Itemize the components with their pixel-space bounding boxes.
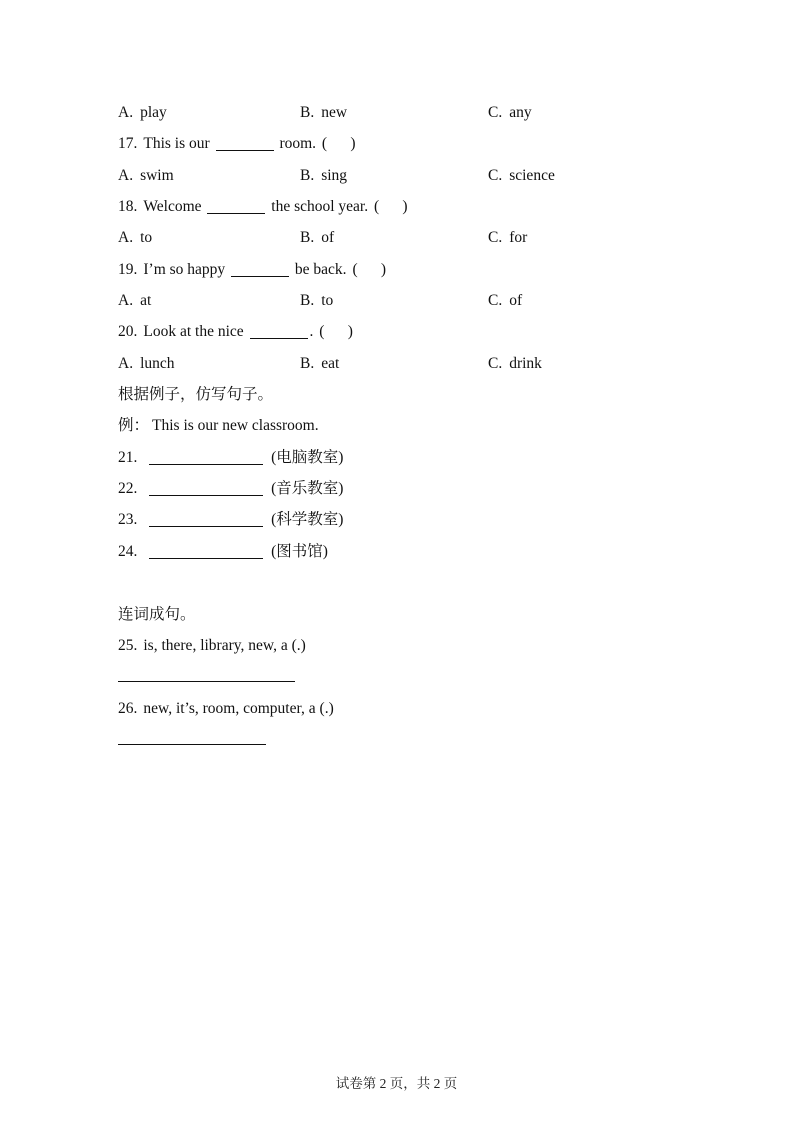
question-text-pre: Welcome xyxy=(143,198,202,216)
option-c xyxy=(488,222,527,253)
option-text: at xyxy=(140,292,152,310)
answer-bracket: ( ) xyxy=(321,135,356,153)
question-number: 22. xyxy=(118,480,138,498)
option-b xyxy=(300,285,333,316)
example-sentence xyxy=(0,410,793,441)
option-letter: A. xyxy=(118,104,134,121)
option-letter: C. xyxy=(488,166,503,184)
answer-blank xyxy=(149,544,263,559)
option-a xyxy=(118,160,174,191)
answer-blank xyxy=(231,262,289,277)
options-row-19 xyxy=(0,285,793,316)
hint-text: (电脑教室) xyxy=(271,448,344,466)
answer-blank xyxy=(216,136,274,151)
option-letter: B. xyxy=(300,292,315,310)
section-header-reorder xyxy=(0,599,793,630)
page-footer: 试卷第 2 页，共 2 页 xyxy=(335,1076,458,1091)
question-number: 26. xyxy=(118,699,138,717)
option-letter: C. xyxy=(488,354,503,372)
option-letter: C. xyxy=(488,104,503,121)
option-letter: B. xyxy=(300,354,315,372)
options-row-18 xyxy=(0,222,793,253)
rewrite-item-24 xyxy=(0,536,793,567)
option-letter: A. xyxy=(118,354,134,372)
option-letter: A. xyxy=(118,292,134,310)
hint-text: (音乐教室) xyxy=(271,480,344,498)
option-text: science xyxy=(509,166,555,184)
option-text: of xyxy=(509,292,523,310)
reorder-item-26 xyxy=(0,693,793,724)
option-b xyxy=(300,97,347,128)
question-text: is, there, library, new, a (.) xyxy=(143,636,306,654)
example-text: This is our new classroom. xyxy=(152,417,319,435)
example-label: 例： xyxy=(118,417,150,435)
option-letter: B. xyxy=(300,104,315,121)
question-text-post: . xyxy=(309,323,314,341)
question-text-post: room. xyxy=(279,135,317,153)
question-number: 17. xyxy=(118,135,138,153)
options-row-16 xyxy=(0,97,793,128)
option-b xyxy=(300,160,347,191)
option-letter: C. xyxy=(488,229,503,247)
option-c xyxy=(488,97,532,128)
question-number: 20. xyxy=(118,323,138,341)
section-header-text: 根据例子，仿写句子。 xyxy=(118,386,274,404)
rewrite-item-23 xyxy=(0,504,793,535)
question-number: 23. xyxy=(118,511,138,529)
option-text: to xyxy=(140,229,153,247)
question-text-pre: This is our xyxy=(143,135,210,153)
option-c xyxy=(488,285,522,316)
question-text: new, it’s, room, computer, a (.) xyxy=(143,699,334,717)
question-18 xyxy=(0,191,793,222)
option-text: for xyxy=(509,229,528,247)
options-row-20 xyxy=(0,348,793,379)
option-text: of xyxy=(321,229,335,247)
option-text: swim xyxy=(140,166,174,184)
answer-underline xyxy=(118,681,295,682)
option-text: drink xyxy=(509,354,542,372)
answer-blank xyxy=(149,450,263,465)
option-letter: B. xyxy=(300,166,315,184)
spacer-line xyxy=(0,567,793,598)
question-number: 18. xyxy=(118,198,138,216)
question-19 xyxy=(0,254,793,285)
answer-blank xyxy=(149,481,263,496)
question-text-pre: I’m so happy xyxy=(143,260,226,278)
answer-line-25 xyxy=(0,661,793,692)
option-text: eat xyxy=(321,354,340,372)
question-20 xyxy=(0,316,793,347)
option-letter: B. xyxy=(300,229,315,247)
option-text: play xyxy=(140,104,167,121)
question-number: 25. xyxy=(118,636,138,654)
question-number: 21. xyxy=(118,448,138,466)
reorder-item-25 xyxy=(0,630,793,661)
option-b xyxy=(300,222,334,253)
answer-blank xyxy=(207,199,265,214)
option-letter: C. xyxy=(488,292,503,310)
option-text: new xyxy=(321,104,348,121)
options-row-17 xyxy=(0,160,793,191)
option-a xyxy=(118,285,151,316)
question-number: 24. xyxy=(118,542,138,560)
option-c xyxy=(488,160,555,191)
answer-bracket: ( ) xyxy=(319,323,353,341)
answer-underline xyxy=(118,744,266,745)
rewrite-item-21 xyxy=(0,442,793,473)
option-letter: A. xyxy=(118,166,134,184)
exam-content xyxy=(0,97,793,755)
section-header-text: 连词成句。 xyxy=(118,605,196,623)
answer-bracket: ( ) xyxy=(374,198,408,216)
option-text: sing xyxy=(321,166,348,184)
option-c xyxy=(488,348,542,379)
answer-bracket: ( ) xyxy=(352,260,387,278)
option-text: any xyxy=(509,104,532,121)
option-a xyxy=(118,348,175,379)
option-letter: A. xyxy=(118,229,134,247)
question-text-post: be back. xyxy=(294,260,347,278)
question-17 xyxy=(0,128,793,159)
answer-blank xyxy=(250,324,308,339)
question-text-pre: Look at the nice xyxy=(143,323,244,341)
question-text-post: the school year. xyxy=(271,198,369,216)
answer-line-26 xyxy=(0,724,793,755)
option-text: lunch xyxy=(140,354,175,372)
rewrite-item-22 xyxy=(0,473,793,504)
hint-text: (科学教室) xyxy=(271,511,344,529)
option-a xyxy=(118,222,152,253)
answer-blank xyxy=(149,512,263,527)
option-text: to xyxy=(321,292,334,310)
option-b xyxy=(300,348,339,379)
option-a xyxy=(118,97,167,128)
question-number: 19. xyxy=(118,260,138,278)
section-header-rewrite xyxy=(0,379,793,410)
hint-text: (图书馆) xyxy=(271,542,328,560)
